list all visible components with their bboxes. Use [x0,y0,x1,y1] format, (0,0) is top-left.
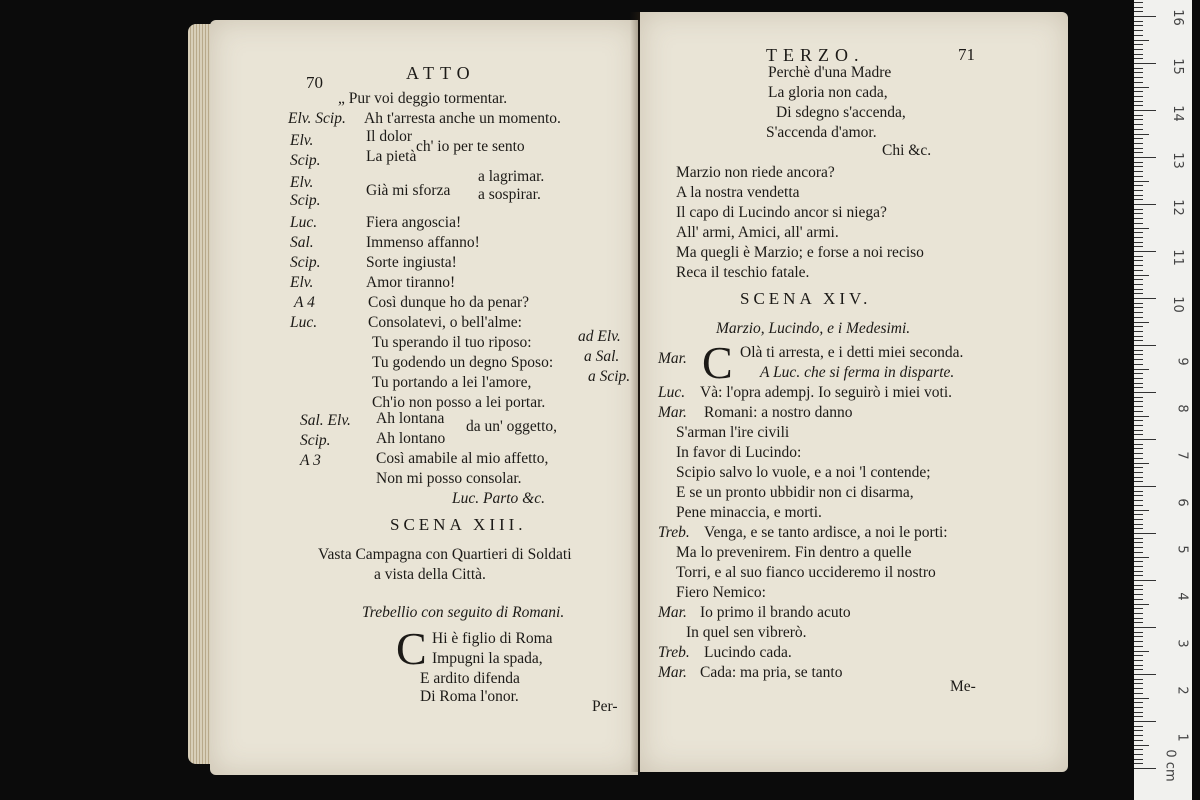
ruler-tick [1134,322,1149,323]
speaker: Mar. [658,664,687,681]
ruler-label: 4 [1174,592,1190,601]
ruler-tick [1134,510,1149,511]
ruler-tick [1134,622,1143,623]
ruler-tick [1134,679,1143,680]
text-line: Tu godendo un degno Sposo: [372,354,554,371]
ruler-tick [1134,406,1143,407]
text-line: La pietà [366,148,417,165]
measuring-ruler [1134,0,1192,800]
ruler-tick [1134,759,1143,760]
ruler-tick [1134,397,1143,398]
text-line: Chi &c. [882,142,932,159]
ruler-tick [1134,68,1143,69]
ruler-tick [1134,369,1149,370]
ruler-tick [1134,669,1143,670]
ruler-tick [1134,30,1143,31]
text-line: ch' io per te sento [416,138,525,155]
text-line: Fiera angoscia! [366,214,462,231]
right-page [640,12,1068,772]
ruler-tick [1134,49,1143,50]
speaker: Mar. [658,350,687,367]
ruler-tick [1134,148,1143,149]
running-header: TERZO. [766,45,865,65]
ruler-tick [1134,613,1143,614]
text-line: Pene minaccia, e morti. [676,504,822,521]
speaker: Treb. [658,644,690,661]
speaker: Elv. Scip. [288,110,346,127]
text-line: „ Pur voi deggio tormentar. [338,90,508,107]
ruler-tick [1134,54,1143,55]
text-line: Sorte ingiusta! [366,254,457,271]
ruler-tick [1134,336,1143,337]
ruler-label: 11 [1170,249,1186,266]
ruler-tick [1134,519,1143,520]
ruler-label: 14 [1170,105,1186,122]
ruler-tick [1134,143,1143,144]
speaker: Sal. [290,234,314,251]
ruler-tick [1134,350,1143,351]
ruler-tick [1134,44,1143,45]
text-line: Tu portando a lei l'amore, [372,374,532,391]
text-line: In quel sen vibrerò. [686,624,807,641]
ruler-tick [1134,651,1149,652]
text-line: In favor di Lucindo: [676,444,802,461]
ruler-tick [1134,275,1149,276]
text-line: Fiero Nemico: [676,584,766,601]
speaker: A 3 [300,452,321,469]
text-line: E se un pronto ubbidir non ci disarma, [676,484,914,501]
ruler-tick [1134,580,1156,581]
ruler-tick [1134,378,1143,379]
ruler-tick [1134,242,1143,243]
ruler-tick [1134,636,1143,637]
ruler-tick [1134,453,1143,454]
verse-line: Hi è figlio di Roma [432,630,553,647]
ruler-tick [1134,162,1143,163]
ruler-tick [1134,293,1143,294]
speaker: Scip. [290,254,321,271]
ruler-tick [1134,326,1143,327]
ruler-label: 9 [1174,357,1190,366]
text-line: Di sdegno s'accenda, [776,104,906,121]
ruler-tick [1134,477,1143,478]
drop-cap: C [396,623,427,674]
speaker: Elv. [290,174,314,191]
text-line: Così dunque ho da penar? [368,294,529,311]
text-line: Perchè d'una Madre [768,64,892,81]
ruler-label: 3 [1174,639,1190,648]
ruler-tick [1134,35,1143,36]
ruler-tick [1134,448,1143,449]
ruler-tick [1134,11,1143,12]
ruler-tick [1134,373,1143,374]
ruler-tick [1134,298,1156,299]
ruler-tick [1134,416,1149,417]
ruler-tick [1134,688,1143,689]
left-page [210,20,638,775]
ruler-tick [1134,665,1143,666]
ruler-label: 2 [1174,686,1190,695]
ruler-tick [1134,185,1143,186]
text-line: Io primo il brando acuto [700,604,851,621]
ruler-tick [1134,712,1143,713]
ruler-tick [1134,228,1149,229]
ruler-tick [1134,514,1143,515]
speaker: Mar. [658,604,687,621]
text-line: Ah t'arresta anche un momento. [364,110,561,127]
ruler-tick [1134,599,1143,600]
ruler-tick [1134,279,1143,280]
ruler-tick [1134,72,1143,73]
text-line: Già mi sforza [366,182,451,199]
ruler-tick [1134,763,1143,764]
ruler-tick [1134,129,1143,130]
ruler-tick [1134,481,1143,482]
ruler-tick [1134,58,1143,59]
ruler-tick [1134,716,1143,717]
text-line: Il capo di Lucindo ancor si niega? [676,204,887,221]
ruler-label: 12 [1170,199,1186,216]
ruler-tick [1134,157,1156,158]
speaker: Sal. Elv. [300,412,351,429]
text-line: Ma lo prevenirem. Fin dentro a quelle [676,544,912,561]
ruler-tick [1134,40,1149,41]
ruler-tick [1134,491,1143,492]
text-line: Lucindo cada. [704,644,792,661]
ruler-tick [1134,730,1143,731]
catchword: Per- [592,698,618,715]
ruler-tick [1134,434,1143,435]
ruler-tick [1134,256,1143,257]
ruler-tick [1134,495,1143,496]
ruler-tick [1134,270,1143,271]
ruler-tick [1134,524,1143,525]
ruler-tick [1134,166,1143,167]
ruler-tick [1134,354,1143,355]
ruler-tick [1134,693,1143,694]
ruler-tick [1134,594,1143,595]
ruler-tick [1134,213,1143,214]
ruler-label: 13 [1170,152,1186,169]
speaker: Luc. [658,384,686,401]
stage-direction: a Scip. [588,368,631,385]
ruler-tick [1134,223,1143,224]
ruler-tick [1134,265,1143,266]
ruler-tick [1134,91,1143,92]
catchword: Me- [950,678,976,695]
ruler-tick [1134,768,1156,769]
text-line: All' armi, Amici, all' armi. [676,224,839,241]
verse-line: Di Roma l'onor. [420,688,519,705]
ruler-tick [1134,110,1156,111]
speaker: A 4 [294,294,315,311]
ruler-tick [1134,467,1143,468]
text-line: a sospirar. [478,186,541,203]
ruler-tick [1134,195,1143,196]
ruler-tick [1134,317,1143,318]
speaker: Treb. [658,524,690,541]
ruler-tick [1134,472,1143,473]
text-line: Non mi posso consolar. [376,470,522,487]
text-line: Torri, e al suo fianco uccideremo il nostro [676,564,936,581]
scene-description: Vasta Campagna con Quartieri di Soldati [318,546,572,563]
ruler-tick [1134,7,1143,8]
ruler-tick [1134,589,1143,590]
ruler-label: 7 [1174,451,1190,460]
ruler-tick [1134,260,1143,261]
text-line: Tu sperando il tuo riposo: [372,334,532,351]
text-line: da un' oggetto, [466,418,558,435]
ruler-tick [1134,745,1149,746]
ruler-tick [1134,392,1156,393]
ruler-tick [1134,463,1149,464]
ruler-tick [1134,190,1143,191]
ruler-tick [1134,82,1143,83]
ruler-tick [1134,420,1143,421]
scene-characters: Trebellio con seguito di Romani. [362,604,565,621]
ruler-label: 6 [1174,498,1190,507]
ruler-tick [1134,96,1143,97]
speaker: Elv. [290,132,314,149]
ruler-tick [1134,575,1143,576]
ruler-label: 15 [1170,58,1186,75]
speaker: Luc. [290,214,318,231]
ruler-tick [1134,152,1143,153]
speaker: Elv. [290,274,314,291]
ruler-tick [1134,444,1143,445]
text-line: Cada: ma pria, se tanto [700,664,843,681]
ruler-tick [1134,401,1143,402]
text-line: Venga, e se tanto ardisce, a noi le porti: [704,524,948,541]
text-line: La gloria non cada, [768,84,888,101]
speaker: Luc. [290,314,318,331]
ruler-tick [1134,547,1143,548]
ruler-tick [1134,683,1143,684]
ruler-tick [1134,340,1143,341]
running-header: ATTO [406,63,476,83]
ruler-tick [1134,411,1143,412]
ruler-tick [1134,604,1149,605]
ruler-tick [1134,364,1143,365]
stage-direction: ad Elv. [578,328,621,345]
ruler-tick [1134,171,1143,172]
ruler-tick [1134,251,1156,252]
ruler-tick [1134,77,1143,78]
ruler-tick [1134,486,1156,487]
ruler-tick [1134,749,1143,750]
ruler-tick [1134,425,1143,426]
ruler-tick [1134,63,1156,64]
scene-description: a vista della Città. [374,566,486,583]
ruler-label: 1 [1174,733,1190,742]
ruler-label: 8 [1174,404,1190,413]
page-number: 70 [306,73,323,92]
text-line: Romani: a nostro danno [704,404,853,421]
ruler-tick [1134,237,1143,238]
speaker: Scip. [300,432,331,449]
ruler-tick [1134,138,1143,139]
ruler-tick [1134,655,1143,656]
text-line: Consolatevi, o bell'alme: [368,314,522,331]
scene-title: SCENA XIV. [740,289,872,308]
ruler-label: 5 [1174,545,1190,554]
scene-characters: Marzio, Lucindo, e i Medesimi. [716,320,911,337]
verse-line: E ardito difenda [420,670,520,687]
text-line: a lagrimar. [478,168,545,185]
ruler-tick [1134,571,1143,572]
page-number: 71 [958,45,975,64]
ruler-tick [1134,627,1156,628]
ruler-label: 16 [1170,9,1186,26]
ruler-tick [1134,284,1143,285]
ruler-tick [1134,209,1143,210]
ruler-tick [1134,552,1143,553]
ruler-tick [1134,246,1143,247]
ruler-tick [1134,735,1143,736]
text-line: Và: l'opra adempj. Io seguirò i miei voti. [700,384,953,401]
ruler-tick [1134,660,1143,661]
ruler-tick [1134,218,1143,219]
ruler-tick [1134,542,1143,543]
ruler-tick [1134,557,1149,558]
text-line: A la nostra vendetta [676,184,800,201]
ruler-tick [1134,566,1143,567]
text-line: Ma quegli è Marzio; e forse a noi reciso [676,244,924,261]
ruler-tick [1134,2,1143,3]
text-line: Immenso affanno! [366,234,480,251]
stage-direction: a Sal. [584,348,620,365]
text-line: Amor tiranno! [366,274,456,291]
ruler-tick [1134,585,1143,586]
ruler-tick [1134,21,1143,22]
text-line: S'arman l'ire civili [676,424,790,441]
ruler-tick [1134,754,1143,755]
text-line: Olà ti arresta, e i detti miei seconda. [740,344,964,361]
ruler-tick [1134,25,1143,26]
ruler-tick [1134,740,1143,741]
ruler-tick [1134,181,1149,182]
ruler-tick [1134,726,1143,727]
text-line: S'accenda d'amor. [766,124,877,141]
ruler-tick [1134,204,1156,205]
ruler-tick [1134,618,1143,619]
ruler-tick [1134,702,1143,703]
ruler-tick [1134,331,1143,332]
ruler-tick [1134,439,1156,440]
ruler-tick [1134,101,1143,102]
ruler-tick [1134,458,1143,459]
scene-title: SCENA XIII. [390,515,527,534]
ruler-tick [1134,430,1143,431]
ruler-tick [1134,387,1143,388]
ruler-tick [1134,632,1143,633]
ruler-tick [1134,134,1149,135]
drop-cap: C [702,337,733,388]
ruler-tick [1134,707,1143,708]
ruler-tick [1134,528,1143,529]
text-line: Luc. Parto &c. [452,490,545,507]
ruler-tick [1134,538,1143,539]
ruler-tick [1134,303,1143,304]
ruler-tick [1134,312,1143,313]
ruler-tick [1134,232,1143,233]
ruler-tick [1134,176,1143,177]
ruler-label: 0 cm [1162,749,1178,782]
text-line: Marzio non riede ancora? [676,164,835,181]
ruler-tick [1134,345,1156,346]
ruler-tick [1134,383,1143,384]
ruler-tick [1134,674,1156,675]
ruler-tick [1134,87,1149,88]
ruler-tick [1134,359,1143,360]
speaker: Scip. [290,192,321,209]
ruler-tick [1134,289,1143,290]
verse-line: Impugni la spada, [432,650,543,667]
speaker: Scip. [290,152,321,169]
text-line: Il dolor [366,128,413,145]
ruler-tick [1134,307,1143,308]
ruler-tick [1134,561,1143,562]
ruler-tick [1134,698,1149,699]
text-line: Ah lontana [376,410,445,427]
ruler-tick [1134,500,1143,501]
text-line: Reca il teschio fatale. [676,264,810,281]
ruler-tick [1134,16,1156,17]
ruler-tick [1134,646,1143,647]
page-edges [188,24,212,764]
ruler-label: 10 [1170,296,1186,313]
speaker: Mar. [658,404,687,421]
stage-direction: A Luc. che si ferma in disparte. [760,364,955,381]
ruler-tick [1134,641,1143,642]
ruler-tick [1134,119,1143,120]
ruler-tick [1134,124,1143,125]
ruler-tick [1134,199,1143,200]
text-line: Ch'io non posso a lei portar. [372,394,546,411]
ruler-tick [1134,105,1143,106]
ruler-tick [1134,721,1156,722]
text-line: Scipio salvo lo vuole, e a noi 'l contende; [676,464,931,481]
ruler-tick [1134,608,1143,609]
ruler-tick [1134,505,1143,506]
text-line: Ah lontano [376,430,446,447]
ruler-tick [1134,533,1156,534]
text-line: Così amabile al mio affetto, [376,450,549,467]
ruler-tick [1134,115,1143,116]
